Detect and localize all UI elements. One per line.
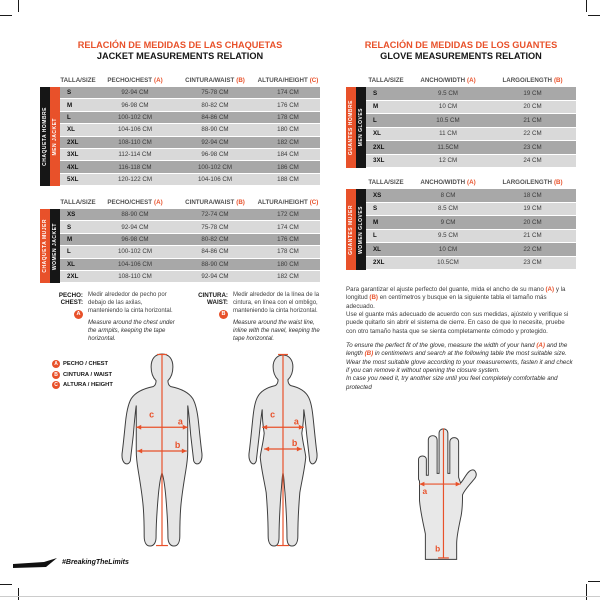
length-cell: 24 CM — [523, 157, 542, 165]
table-row — [366, 203, 576, 217]
width-cell: 8.5 CM — [438, 205, 458, 213]
size-cell: 4XL — [67, 163, 79, 171]
waist-cell: 88-90 CM — [201, 260, 229, 268]
size-cell: S — [373, 205, 378, 213]
width-cell: 8 CM — [440, 191, 456, 199]
crop-mark — [586, 0, 587, 12]
column-header-size: TALLA/SIZE — [60, 77, 96, 84]
column-header-size: TALLA/SIZE — [368, 179, 404, 186]
crop-mark — [588, 581, 600, 582]
women-jacket-rows — [60, 209, 320, 283]
crop-mark — [0, 15, 12, 16]
chest-cell: 96-98 CM — [121, 101, 149, 109]
label-a: a — [422, 485, 428, 496]
table-row — [60, 137, 320, 149]
men-gloves-rows — [366, 87, 576, 168]
height-cell: 188 CM — [277, 175, 299, 183]
footer-hashtag: #BreakingTheLimits — [62, 559, 129, 566]
waist-cell: 92-94 CM — [201, 273, 229, 281]
legend-badge: C — [52, 381, 60, 389]
size-cell: 2XL — [67, 138, 79, 146]
column-header-height: ALTURA/HEIGHT (C) — [257, 199, 319, 206]
waist-cell: 75-78 CM — [201, 89, 229, 97]
women-jacket-side-label-en: WOMEN JACKET — [50, 209, 60, 283]
legend-label: CINTURA / WAIST — [63, 371, 113, 378]
men-gloves-side-label-en: MEN GLOVES — [356, 87, 366, 168]
women-jacket-table-header — [60, 196, 320, 209]
table-row — [366, 87, 576, 101]
size-cell: M — [373, 103, 379, 111]
waist-cell: 96-98 CM — [201, 151, 229, 159]
column-header-width: ANCHO/WIDTH (A) — [420, 179, 476, 186]
size-cell: XL — [67, 260, 75, 268]
table-row — [60, 99, 320, 111]
chest-cell: 92-94 CM — [121, 223, 149, 231]
size-cell: S — [373, 89, 378, 97]
column-header-chest: PECHO/CHEST (A) — [107, 199, 163, 206]
label-a: a — [293, 416, 299, 427]
waist-help-text-en: Measure around the waist line, inline with the navel, keeping the tape horizontal. — [233, 320, 320, 342]
chest-cell: 104-106 CM — [117, 126, 153, 134]
table-row — [60, 149, 320, 161]
table-row — [366, 189, 576, 203]
size-cell: L — [67, 248, 71, 256]
length-cell: 21 CM — [523, 116, 542, 124]
size-cell: XL — [373, 130, 381, 138]
length-cell: 19 CM — [523, 205, 542, 213]
column-header-size: TALLA/SIZE — [60, 199, 96, 206]
width-cell: 11 CM — [439, 130, 457, 138]
chest-label-es: PECHO: — [58, 292, 83, 299]
column-header-waist: CINTURA/WAIST (B) — [185, 199, 245, 206]
gloves-title-en: GLOVE MEASUREMENTS RELATION — [380, 51, 542, 61]
column-header-width: ANCHO/WIDTH (A) — [420, 77, 476, 84]
hand-silhouette — [419, 429, 477, 560]
crop-mark — [588, 15, 600, 16]
men-jacket-table-header — [60, 74, 320, 87]
legend-badge: B — [52, 371, 60, 379]
measure-badge-b: B — [219, 310, 228, 319]
women-gloves-table — [346, 176, 576, 270]
label-a: a — [177, 416, 183, 427]
crop-mark — [0, 584, 12, 585]
label-c: c — [270, 409, 276, 420]
women-gloves-side-label-es: GUANTES MUJER — [346, 189, 356, 270]
table-row — [60, 246, 320, 258]
waist-cell: 84-86 CM — [201, 248, 229, 256]
chest-cell: 100-102 CM — [117, 113, 153, 121]
table-row — [366, 230, 576, 244]
table-row — [366, 128, 576, 142]
table-row — [60, 174, 320, 186]
table-row — [366, 243, 576, 257]
size-cell: L — [67, 113, 71, 121]
width-cell: 9.5 CM — [438, 232, 458, 240]
men-gloves-side-label-es: GUANTES HOMBRE — [346, 87, 356, 168]
legend-badge: A — [52, 360, 60, 368]
width-cell: 11.5CM — [437, 143, 459, 151]
height-cell: 174 CM — [277, 223, 299, 231]
size-cell: S — [67, 89, 72, 97]
length-cell: 22 CM — [523, 245, 542, 253]
legend-label: PECHO / CHEST — [63, 361, 109, 367]
men-jacket-side-label-es: CHAQUETA HOMBRE — [40, 87, 50, 186]
height-cell: 186 CM — [277, 163, 299, 171]
label-b: b — [435, 543, 441, 554]
length-cell: 20 CM — [523, 218, 542, 226]
hand-diagram — [398, 414, 486, 562]
height-cell: 182 CM — [277, 273, 299, 281]
size-cell: XS — [373, 191, 382, 199]
men-jacket-side-label-en: MEN JACKET — [50, 87, 60, 186]
chest-cell: 120-122 CM — [117, 175, 153, 183]
size-cell: L — [373, 116, 377, 124]
women-gloves-rows — [366, 189, 576, 270]
height-cell: 174 CM — [277, 89, 299, 97]
column-header-waist: CINTURA/WAIST (B) — [185, 77, 245, 84]
waist-measure-help — [191, 292, 322, 344]
men-gloves-table — [346, 74, 576, 168]
length-cell: 21 CM — [523, 232, 542, 240]
size-cell: M — [67, 235, 73, 243]
crop-mark — [18, 588, 19, 600]
chest-cell: 104-106 CM — [117, 260, 153, 268]
key-b: (B) — [369, 294, 378, 302]
table-row — [60, 234, 320, 246]
chest-cell: 112-114 CM — [118, 151, 152, 159]
length-cell: 23 CM — [523, 143, 542, 151]
table-row — [60, 259, 320, 271]
waist-help-text-es: Medir alrededor de la línea de la cintura, en línea con el ombligo, manteniendo la cinta horizontal. — [233, 292, 320, 314]
column-header-length: LARGO/LENGTH (B) — [502, 179, 563, 186]
legend-label: ALTURA / HEIGHT — [63, 382, 113, 388]
chest-cell: 108-110 CM — [118, 138, 152, 146]
crop-mark — [18, 0, 19, 12]
jackets-title-en: JACKET MEASUREMENTS RELATION — [96, 51, 264, 61]
length-cell: 18 CM — [523, 191, 542, 199]
table-row — [60, 161, 320, 173]
height-cell: 176 CM — [277, 235, 299, 243]
width-cell: 10.5 CM — [436, 116, 460, 124]
size-cell: 5XL — [67, 175, 79, 183]
chest-measure-help — [46, 292, 177, 344]
table-row — [60, 221, 320, 233]
table-row — [60, 112, 320, 124]
column-header-chest: PECHO/CHEST (A) — [107, 77, 163, 84]
chest-help-text-es: Medir alrededor de pecho por debajo de las axilas, manteniendo la cinta horizontal. — [88, 292, 173, 314]
measuring-help — [46, 292, 322, 344]
table-row — [366, 155, 576, 169]
waist-cell: 88-90 CM — [201, 126, 229, 134]
waist-cell: 84-86 CM — [201, 113, 229, 121]
size-cell: L — [373, 232, 377, 240]
width-cell: 9 CM — [440, 218, 456, 226]
brand-swoosh-logo — [12, 558, 58, 570]
chest-label-en: CHEST: — [60, 299, 83, 307]
width-cell: 10 CM — [438, 103, 458, 111]
length-cell: 19 CM — [523, 89, 542, 97]
waist-cell: 75-78 CM — [201, 223, 229, 231]
female-body-diagram — [233, 352, 333, 550]
height-cell: 178 CM — [277, 248, 299, 256]
table-row — [60, 271, 320, 283]
key-b: (B) — [364, 350, 374, 358]
waist-label-en: WAIST: — [207, 299, 228, 307]
crop-mark — [586, 584, 587, 600]
women-jacket-table — [40, 196, 320, 283]
women-jacket-side-label-es: CHAQUETA MUJER — [40, 209, 50, 283]
waist-cell: 104-106 CM — [197, 175, 233, 183]
waist-cell: 80-82 CM — [201, 235, 229, 243]
table-row — [366, 257, 576, 271]
label-c: c — [149, 409, 155, 420]
table-row — [60, 124, 320, 136]
height-cell: 184 CM — [277, 151, 299, 159]
male-body-diagram — [100, 352, 224, 550]
chest-cell: 116-118 CM — [118, 163, 152, 171]
waist-cell: 72-74 CM — [201, 211, 229, 219]
table-row — [366, 216, 576, 230]
width-cell: 10 CM — [438, 245, 458, 253]
women-gloves-side-label-en: WOMEN GLOVES — [356, 189, 366, 270]
waist-label-es: CINTURA: — [198, 292, 228, 299]
size-cell: M — [373, 218, 379, 226]
size-cell: 3XL — [67, 151, 79, 159]
size-cell: M — [67, 101, 73, 109]
chest-cell: 92-94 CM — [121, 89, 149, 97]
width-cell: 12 CM — [438, 157, 458, 165]
key-a: (A) — [536, 342, 545, 349]
jackets-title-es: RELACIÓN DE MEDIDAS DE LAS CHAQUETAS — [77, 40, 283, 50]
table-row — [366, 101, 576, 115]
chest-cell: 100-102 CM — [117, 248, 153, 256]
table-row — [366, 141, 576, 155]
men-jacket-rows — [60, 87, 320, 186]
size-cell: S — [67, 223, 72, 231]
table-row — [366, 114, 576, 128]
height-cell: 178 CM — [277, 113, 299, 121]
women-gloves-table-header — [366, 176, 576, 189]
size-cell: 2XL — [373, 143, 385, 151]
column-header-size: TALLA/SIZE — [368, 77, 404, 84]
length-cell: 20 CM — [523, 103, 542, 111]
size-cell: 2XL — [373, 259, 385, 267]
size-cell: XL — [373, 245, 381, 253]
height-cell: 180 CM — [277, 126, 299, 134]
label-b: b — [291, 438, 298, 449]
chest-cell: 88-90 CM — [121, 211, 149, 219]
table-row — [60, 87, 320, 99]
page-edge-line — [0, 596, 600, 597]
length-cell: 22 CM — [523, 130, 542, 138]
glove-note-es: Para garantizar el ajuste perfecto del guante, mida el ancho de su mano (A) y la longitud (B) en centímetros y busque en la siguiente tabla el tamaño más adecuado. Use el guante más adecuado de acuerdo con sus medidas, ajústelo y verifique si puede quitarlo sin abrir el sistema de cierre. En caso de que lo necesite, pruebe con otro tamaño hasta que se sienta completamente cómodo y protegido. — [346, 286, 569, 335]
size-cell: 3XL — [373, 157, 385, 165]
gloves-title-es: RELACIÓN DE MEDIDAS DE LOS GUANTES — [364, 40, 558, 50]
size-cell: 2XL — [67, 273, 79, 281]
waist-cell: 80-82 CM — [201, 101, 229, 109]
waist-cell: 100-102 CM — [197, 163, 233, 171]
height-cell: 176 CM — [277, 101, 299, 109]
size-cell: XS — [67, 211, 76, 219]
key-a: (A) — [545, 286, 555, 293]
size-cell: XL — [67, 126, 75, 134]
table-row — [60, 209, 320, 221]
height-cell: 172 CM — [277, 211, 299, 219]
waist-cell: 92-94 CM — [201, 138, 229, 146]
men-jacket-table — [40, 74, 320, 186]
height-cell: 182 CM — [277, 138, 299, 146]
height-cell: 180 CM — [277, 260, 299, 268]
men-gloves-table-header — [366, 74, 576, 87]
width-cell: 10.5CM — [437, 259, 459, 267]
measure-badge-a: A — [74, 310, 83, 319]
glove-note-en: To ensure the perfect fit of the glove, measure the width of your hand (A) and the length (B) in centimeters and search at the following table the most suitable size. Wear the most suitable glove according to your measurements, fasten it and check if you can remove it without opening the closure system. In case you need it, try another size until you feel completely comfortable and protected — [346, 342, 573, 391]
width-cell: 9.5 CM — [438, 89, 458, 97]
column-header-height: ALTURA/HEIGHT (C) — [257, 77, 319, 84]
length-cell: 23 CM — [523, 259, 542, 267]
label-b: b — [174, 440, 181, 451]
chest-cell: 108-110 CM — [118, 273, 152, 281]
chest-cell: 96-98 CM — [121, 235, 149, 243]
column-header-length: LARGO/LENGTH (B) — [502, 77, 563, 84]
chest-help-text-en: Measure around the chest under the armpits, keeping the tape horizontal. — [88, 320, 175, 342]
